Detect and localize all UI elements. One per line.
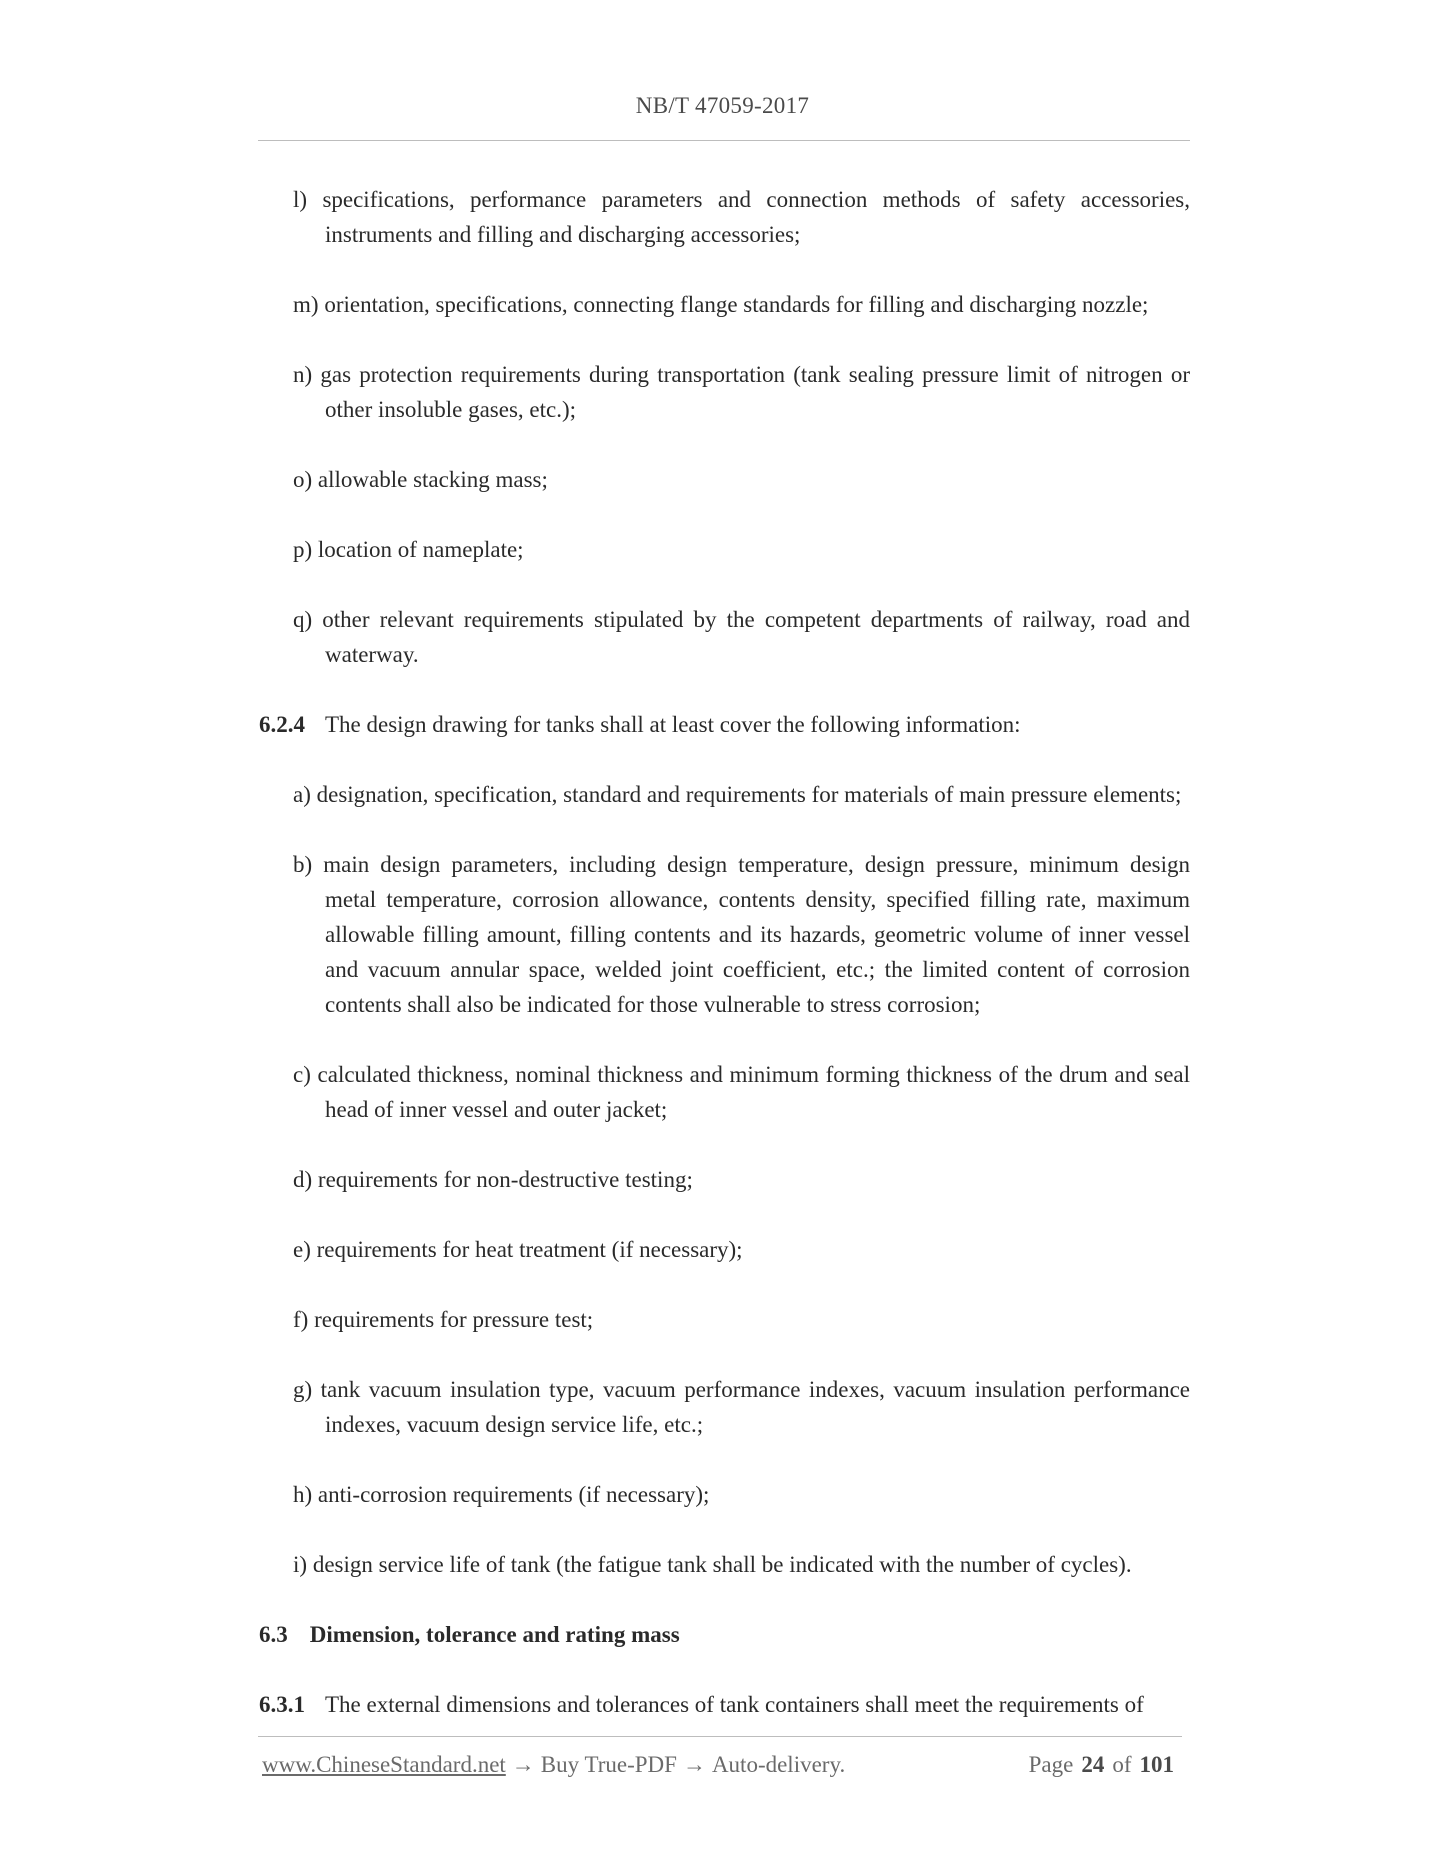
list-item-l: l) specifications, performance parameters and connection methods of safety accessories, instruments and filling and discharging accessories; [293, 187, 1190, 247]
buy-true-pdf-text: Buy True-PDF [540, 1752, 677, 1777]
list-item-b: b) main design parameters, including design temperature, design pressure, minimum design metal temperature, corrosion allowance, contents density, specified filling rate, maximum allowable filling amount, filling contents and its hazards, geometric volume of inner vessel and vacuum annular space, welded joint coefficient, etc.; the limited content of corrosion contents shall also be indicated for those vulnerable to stress corrosion; [293, 852, 1191, 1017]
list-item-m: m) orientation, specifications, connecting flange standards for filling and discharging nozzle; [293, 292, 1149, 317]
footer-divider [258, 1736, 1182, 1737]
clause-text: The design drawing for tanks shall at least cover the following information: [325, 712, 1021, 737]
section-number: 6.3 [259, 1622, 288, 1647]
clause-text: The external dimensions and tolerances of tank containers shall meet the requirements of [325, 1692, 1144, 1717]
list-item-a: a) designation, specification, standard and requirements for materials of main pressure elements; [293, 782, 1182, 807]
section-title: Dimension, tolerance and rating mass [309, 1622, 680, 1647]
page-footer [262, 1752, 1182, 1792]
list-item-q: q) other relevant requirements stipulated by the competent departments of railway, road and waterway. [293, 607, 1191, 667]
list-item-o: o) allowable stacking mass; [293, 467, 548, 492]
page-indicator [1029, 1752, 1182, 1778]
list-item-i: i) design service life of tank (the fatigue tank shall be indicated with the number of cycles). [293, 1552, 1132, 1577]
list-item-f: f) requirements for pressure test; [293, 1307, 594, 1332]
clause-number: 6.3.1 [259, 1692, 305, 1717]
list-item-p: p) location of nameplate; [293, 537, 524, 562]
page-label: Page [1028, 1752, 1074, 1777]
list-item-g: g) tank vacuum insulation type, vacuum performance indexes, vacuum insulation performance indexes, vacuum design service life, etc.; [293, 1377, 1190, 1437]
arrow-right-icon: → [682, 1752, 706, 1777]
page-body [259, 182, 1190, 1757]
auto-delivery-text: Auto-delivery. [711, 1752, 846, 1777]
current-page-number: 24 [1081, 1752, 1105, 1777]
clause-6-2-4 [259, 707, 1190, 742]
list-item-c: c) calculated thickness, nominal thickness and minimum forming thickness of the drum and seal head of inner vessel and outer jacket; [293, 1062, 1191, 1122]
document-code-header: NB/T 47059-2017 [635, 93, 810, 118]
list-item-n: n) gas protection requirements during transportation (tank sealing pressure limit of nitrogen or other insoluble gases, etc.); [293, 362, 1190, 422]
header-divider [258, 140, 1190, 141]
list-item-d: d) requirements for non-destructive testing; [293, 1167, 693, 1192]
clause-number: 6.2.4 [259, 712, 305, 737]
of-label: of [1112, 1752, 1132, 1777]
clause-6-3-1 [259, 1687, 1190, 1722]
list-item-e: e) requirements for heat treatment (if necessary); [293, 1237, 743, 1262]
section-heading-6-3 [259, 1617, 1190, 1652]
site-link[interactable]: www.ChineseStandard.net [262, 1752, 506, 1777]
arrow-right-icon: → [511, 1752, 535, 1777]
list-item-h: h) anti-corrosion requirements (if necessary); [293, 1482, 710, 1507]
total-page-count: 101 [1139, 1752, 1174, 1777]
